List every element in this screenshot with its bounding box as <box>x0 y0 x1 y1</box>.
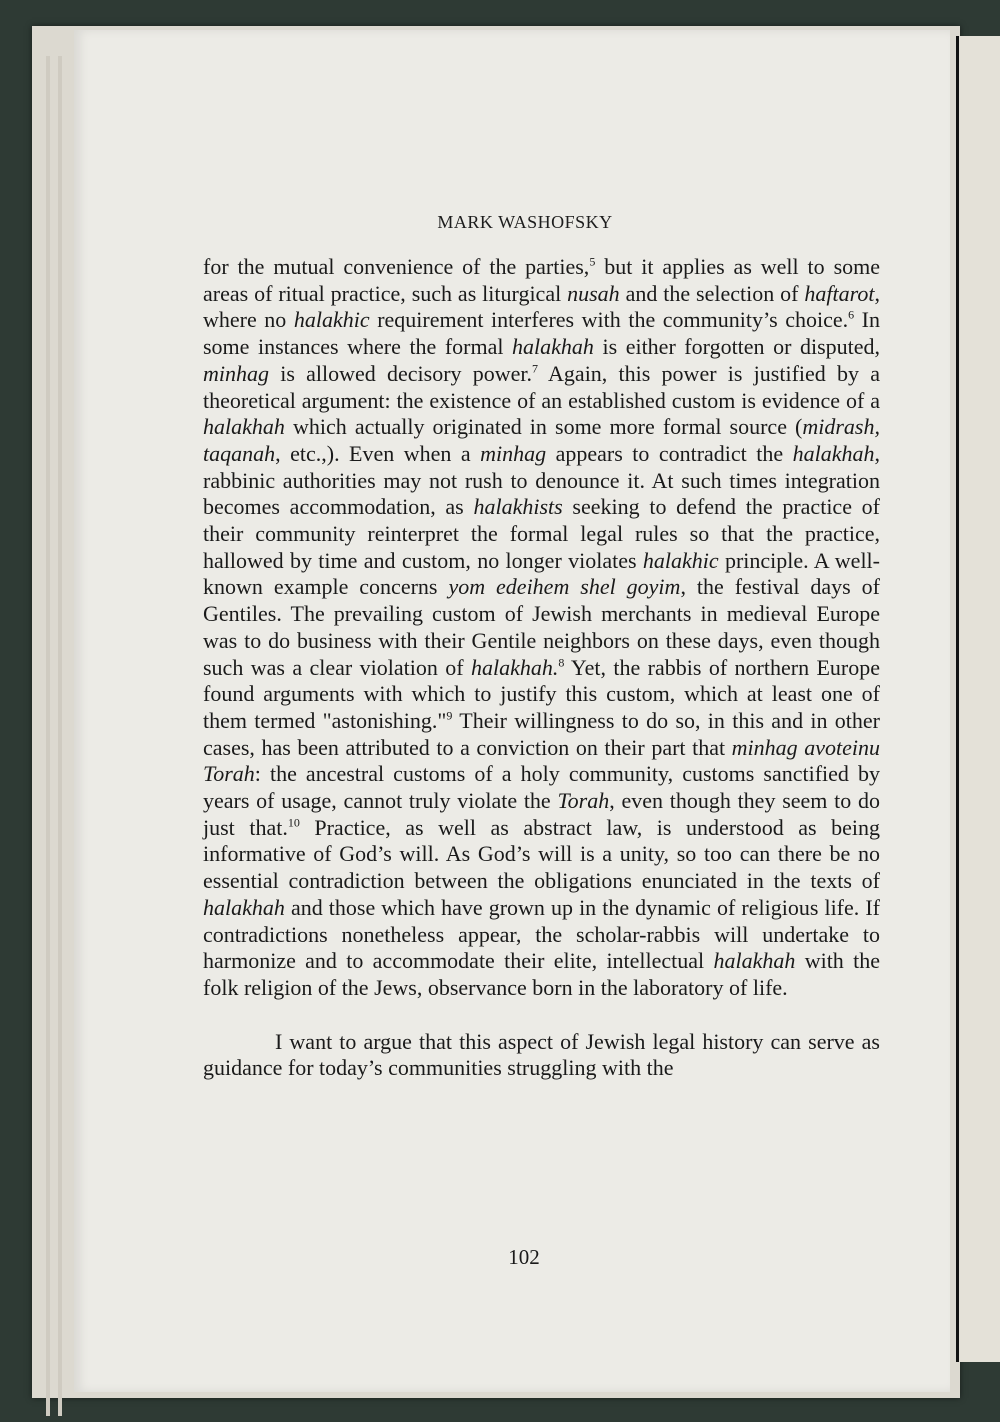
text-run: Yet, the rabbis of northern Europe found arguments with which to justify this custom, which at least one of them termed "astonishing." <box>203 654 880 733</box>
text-run: with the folk religion of the Jews, observance born in the laboratory of life. <box>203 948 880 1000</box>
footnote-marker: 5 <box>589 254 596 269</box>
italic-term: Torah <box>557 788 610 814</box>
text-run: Their willingness to do so, in this and in other cases, has been attributed to a conviction on their part that <box>203 707 880 760</box>
text-run: is allowed decisory power. <box>269 360 533 386</box>
text-run: seeking to defend the practice of their community reinterpret the formal legal rules so that the practice, hallowed by time and custom, no longer violates <box>203 494 880 573</box>
italic-term: halakhah <box>512 334 594 360</box>
text-run: I want to argue that this aspect of Jewish legal history can serve as guidance for today’s communities struggling with the <box>203 1028 880 1081</box>
italic-term: halakhists <box>473 494 563 520</box>
footnote-marker: 10 <box>287 815 300 830</box>
facing-page-edge <box>956 36 1000 1362</box>
italic-term: minhag avoteinu Torah <box>203 734 881 787</box>
text-run: Again, this power is justified by a theoretical argument: the existence of an established custom is evidence of a <box>203 360 880 413</box>
italic-term: halakhah <box>203 894 285 920</box>
text-run: , where no <box>203 280 880 333</box>
italic-term: halakhah <box>713 948 796 974</box>
page-number: 102 <box>508 1245 540 1269</box>
text-run: Practice, as well as abstract law, is understood as being informative of God’s will. As God’s will is a unity, so too can there be no essential contradiction between the obligations enunciated in the texts of <box>203 814 880 894</box>
text-run: : the ancestral customs of a holy community, customs sanctified by years of usage, cannot truly violate the <box>203 761 880 814</box>
page-edge <box>46 56 50 1416</box>
italic-term: halakhah. <box>470 654 559 680</box>
italic-term: haftarot <box>804 280 875 306</box>
body-text <box>203 254 880 1082</box>
text-run: but it applies as well to some areas of ritual practice, such as liturgical <box>203 254 881 306</box>
footnote-marker: 8 <box>558 655 565 670</box>
paragraph-2 <box>203 1029 880 1082</box>
running-head: MARK WASHOFSKY <box>437 212 613 232</box>
italic-term: minhag <box>480 440 547 466</box>
text-run: principle. A well-known example concerns <box>203 547 880 600</box>
text-run: for the mutual convenience of the parties, <box>203 254 590 279</box>
text-run: , rabbinic authorities may not rush to denounce it. At such times integration becomes accommodation, as <box>203 440 880 520</box>
text-run: is either forgotten or disputed, <box>593 334 881 360</box>
text-run: In some instances where the formal <box>203 307 881 360</box>
footnote-marker: 9 <box>446 708 453 723</box>
text-run: , the festival days of Gentiles. The prevailing custom of Jewish merchants in medieval Europe was to do business with their Gentile neighbors on these days, even though such was a clear violation of <box>203 574 881 680</box>
text-run: and those which have grown up in the dynamic of religious life. If contradictions nonetheless appear, the scholar-rabbis will undertake to harmonize and to accommodate their elite, intellectual <box>203 894 880 974</box>
italic-term: halakhah <box>203 414 285 440</box>
text-run: which actually originated in some more formal source ( <box>284 414 803 440</box>
paragraph-1 <box>203 254 880 1002</box>
text-run: appears to contradict the <box>546 440 793 466</box>
italic-term: nusah <box>567 280 620 306</box>
italic-term: midrash, taqanah <box>203 414 880 466</box>
text-run: , even though they seem to do just that. <box>203 788 880 840</box>
book-page <box>74 30 950 1392</box>
italic-term: yom edeihem shel goyim <box>448 574 681 600</box>
footnote-marker: 6 <box>848 308 855 323</box>
italic-term: halakhic <box>642 547 719 573</box>
footnote-marker: 7 <box>532 361 539 376</box>
italic-term: minhag <box>203 360 269 386</box>
italic-term: halakhah <box>792 440 875 466</box>
text-run: and the selection of <box>619 280 805 306</box>
italic-term: halakhic <box>293 307 370 333</box>
text-run: requirement interferes with the community’s choice. <box>369 307 849 333</box>
page-edge <box>58 56 62 1416</box>
text-run: , etc.,). Even when a <box>275 440 481 466</box>
